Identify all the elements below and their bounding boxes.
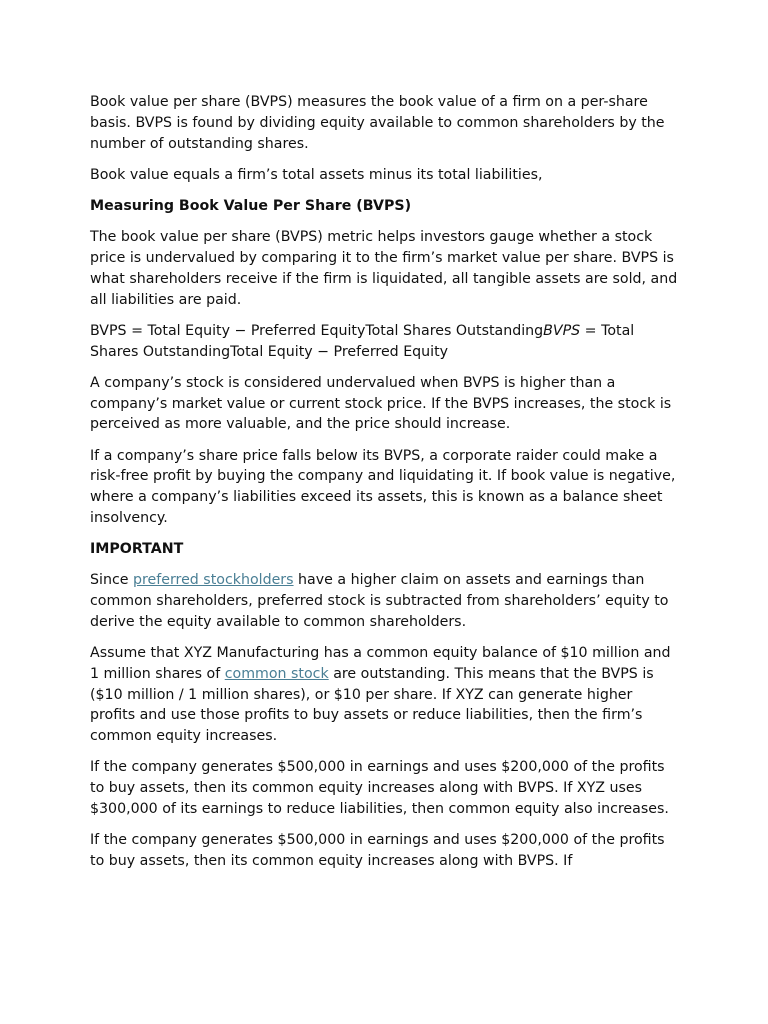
- undervalued-paragraph: A company’s stock is considered undervalued when BVPS is higher than a company’s market value or current stock price. If the BVPS increases, the stock is perceived as more valuable, and the price should increase.: [90, 374, 672, 433]
- preferred-text-before: Since: [90, 572, 133, 589]
- xyz-example-paragraph: [90, 643, 680, 747]
- preferred-text-after: have a higher claim on assets and earnings than common shareholders, preferred stock is subtracted from shareholders’ equity to derive the equity available to common shareholders.: [90, 572, 669, 630]
- preferred-stock-paragraph: [90, 570, 680, 632]
- important-heading: IMPORTANT: [90, 541, 184, 558]
- book-value-definition: Book value equals a firm’s total assets minus its total liabilities,: [90, 166, 543, 183]
- common-stock-link[interactable]: common stock: [224, 665, 329, 682]
- corporate-raider-paragraph: If a company’s share price falls below its BVPS, a corporate raider could make a risk-free profit by buying the company and liquidating it. If book value is negative, where a company’s liabilities exceed its assets, this is known as a balance sheet insolvency.: [90, 447, 676, 526]
- intro-paragraph: Book value per share (BVPS) measures the book value of a firm on a per-share basis. BVPS is found by dividing equity available to common shareholders by the number of outstanding shares.: [90, 94, 665, 152]
- bvps-formula: [90, 321, 680, 363]
- xyz-text-before: Assume that XYZ Manufacturing has a common equity balance of $10 million and 1 million shares of: [90, 645, 671, 682]
- preferred-stockholders-link[interactable]: preferred stockholders: [132, 572, 294, 589]
- earnings-paragraph-repeat: If the company generates $500,000 in earnings and uses $200,000 of the profits to buy assets, then its common equity increases along with BVPS. If: [90, 832, 665, 869]
- formula-part-1: BVPS = Total Equity − Preferred EquityTotal Shares Outstanding: [90, 322, 544, 339]
- bvps-metric-paragraph: The book value per share (BVPS) metric helps investors gauge whether a stock price is undervalued by comparing it to the firm’s market value per share. BVPS is what shareholders receive if the firm is liquidated, all tangible assets are sold, and all liabilities are paid.: [90, 229, 678, 308]
- formula-italic-bvps: BVPS: [543, 322, 581, 339]
- formula-part-2: = Total Shares OutstandingTotal Equity − Preferred Equity: [90, 322, 635, 360]
- earnings-paragraph: If the company generates $500,000 in earnings and uses $200,000 of the profits to buy assets, then its common equity increases along with BVPS. If XYZ uses $300,000 of its earnings to reduce liabilities, then common equity also increases.: [90, 759, 669, 818]
- section-heading-measuring-bvps: Measuring Book Value Per Share (BVPS): [90, 197, 412, 214]
- xyz-text-after: are outstanding. This means that the BVPS is ($10 million / 1 million shares), or $10 per share. If XYZ can generate higher profits and use those profits to buy assets or reduce liabilities, then the firm’s common equity increases.: [90, 665, 654, 745]
- document-body: [90, 92, 680, 882]
